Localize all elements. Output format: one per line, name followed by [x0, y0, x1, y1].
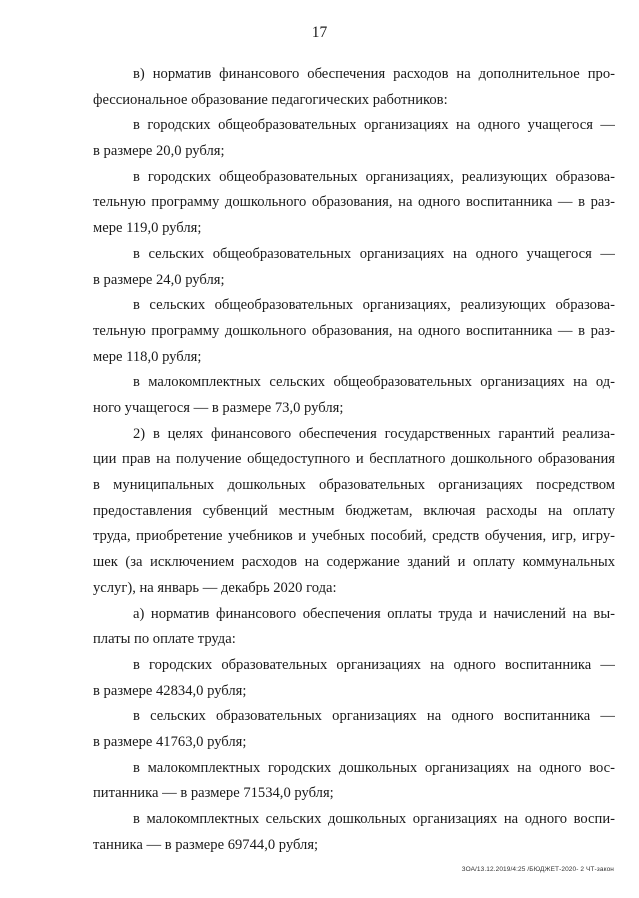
paragraph-line: в городских общеобразовательных организациях на одного учащегося — — [133, 117, 615, 134]
paragraph-line: в размере 24,0 рубля; — [93, 271, 225, 288]
paragraph-line: в городских образовательных организациях на одного воспитанника — — [133, 656, 615, 673]
paragraph-line: в сельских общеобразовательных организациях, реализующих образова- — [133, 297, 615, 314]
paragraph-line: в малокомплектных городских дошкольных организациях на одного вос- — [133, 759, 615, 776]
paragraph-line: услуг), на январь — декабрь 2020 года: — [93, 579, 337, 596]
paragraph-line: 2) в целях финансового обеспечения государственных гарантий реализа- — [133, 425, 615, 442]
paragraph — [93, 165, 615, 242]
page-number: 17 — [311, 24, 328, 41]
paragraph-line: в размере 20,0 рубля; — [93, 143, 225, 160]
paragraph-line: питанника — в размере 71534,0 рубля; — [93, 785, 334, 802]
paragraph — [93, 653, 615, 704]
paragraph-line: в малокомплектных сельских общеобразовательных организациях на од- — [133, 374, 615, 391]
paragraph — [93, 807, 615, 858]
paragraph-line: в малокомплектных сельских дошкольных организациях на одного воспи- — [133, 811, 615, 828]
paragraph-line: тельную программу дошкольного образования, на одного воспитанника — в раз- — [93, 194, 615, 211]
paragraph-line: ции прав на получение общедоступного и бесплатного дошкольного образования — [93, 451, 615, 468]
paragraph-line: платы по оплате труда: — [93, 631, 236, 648]
paragraph-line: шек (за исключением расходов на содержание зданий и оплату коммунальных — [93, 554, 615, 571]
paragraph — [93, 756, 615, 807]
paragraph-line: мере 118,0 рубля; — [93, 348, 202, 365]
footer-code: ЗОА/13.12.2019/4:25 /БЮДЖЕТ-2020- 2 ЧТ-закон — [461, 866, 614, 873]
paragraph-line: в сельских образовательных организациях на одного воспитанника — — [133, 708, 615, 725]
paragraph — [93, 704, 615, 755]
paragraph-line: в городских общеобразовательных организациях, реализующих образова- — [133, 168, 615, 185]
document-body — [93, 62, 615, 859]
paragraph-line: а) норматив финансового обеспечения оплаты труда и начислений на вы- — [133, 605, 615, 622]
paragraph — [93, 113, 615, 164]
paragraph-line: тельную программу дошкольного образования, на одного воспитанника — в раз- — [93, 322, 615, 339]
paragraph — [93, 242, 615, 293]
paragraph-line: танника — в размере 69744,0 рубля; — [93, 836, 319, 853]
paragraph-line: труда, приобретение учебников и учебных пособий, средств обучения, игр, игру- — [93, 528, 615, 545]
paragraph — [93, 422, 615, 602]
paragraph-line: в размере 41763,0 рубля; — [93, 734, 247, 751]
paragraph — [93, 370, 615, 421]
paragraph-line: предоставления субвенций местным бюджетам, включая расходы на оплату — [93, 502, 615, 519]
paragraph-line: ного учащегося — в размере 73,0 рубля; — [93, 400, 344, 417]
paragraph-line: в муниципальных дошкольных образовательных организациях посредством — [93, 477, 615, 494]
paragraph — [93, 602, 615, 653]
paragraph-line: мере 119,0 рубля; — [93, 220, 202, 237]
paragraph-line: фессиональное образование педагогических работников: — [93, 91, 448, 108]
paragraph-line: в размере 42834,0 рубля; — [93, 682, 247, 699]
paragraph-line: в) норматив финансового обеспечения расходов на дополнительное про- — [133, 66, 615, 82]
paragraph-line: в сельских общеобразовательных организациях на одного учащегося — — [133, 245, 615, 262]
paragraph — [93, 62, 615, 113]
paragraph — [93, 293, 615, 370]
